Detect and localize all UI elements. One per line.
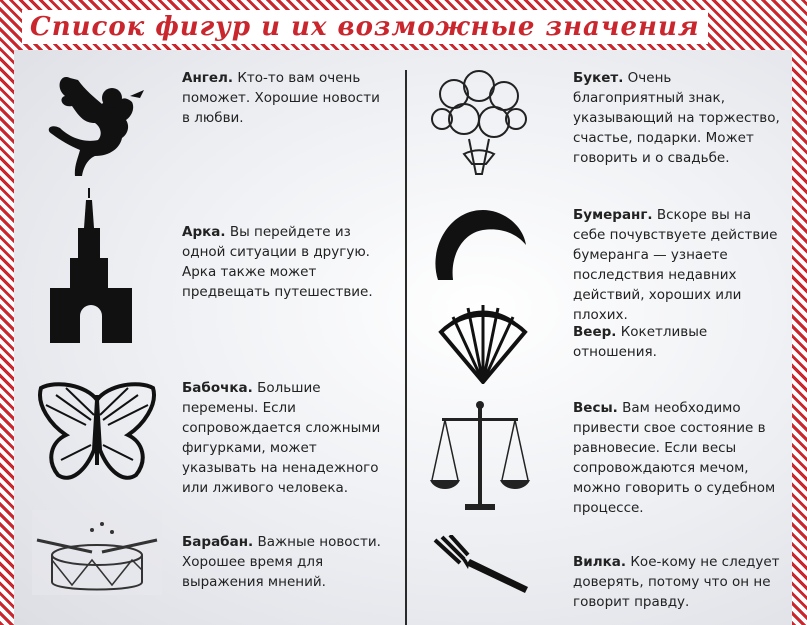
item-name: Весы. [573,400,618,416]
item-name: Бабочка. [182,380,253,396]
fan-icon [438,302,528,384]
item-name: Бумеранг. [573,207,653,223]
drum-icon [32,510,162,595]
arch-icon [50,188,132,343]
item-text: Вы перейдете из одной ситуации в другую. Арка также может предвещать путешествие. [182,224,373,300]
list-item [573,552,783,612]
list-item [573,68,783,168]
item-text: Важные новости. Хорошее время для выражения мнений. [182,534,381,590]
list-item [182,68,392,128]
item-name: Арка. [182,224,226,240]
list-item [573,398,783,518]
item-name: Вилка. [573,554,627,570]
fork-icon [430,535,530,597]
list-item [573,205,783,325]
list-item [182,222,392,302]
scales-icon [430,400,530,512]
item-name: Ангел. [182,70,234,86]
item-text: Вскоре вы на себе почувствуете действие бумеранга — узнаете последствия недавних действий, хороших или плохих. [573,207,778,323]
item-name: Букет. [573,70,624,86]
item-text: Кое-кому не следует доверять, потому что он не говорит правду. [573,554,780,610]
list-item [573,322,783,362]
bouquet-icon [424,64,534,188]
item-text: Вам необходимо привести свое состояние в равновесие. Если весы сопровождаются мечом, можно говорить о судебном процессе. [573,400,776,516]
page-title: Список фигур и их возможные значения [22,10,708,44]
item-text: Кокетливые отношения. [573,324,708,360]
item-name: Барабан. [182,534,254,550]
column-divider [405,70,407,625]
item-name: Веер. [573,324,617,340]
item-text: Очень благоприятный знак, указывающий на торжество, счастье, подарки. Может говорить и о свадьбе. [573,70,780,166]
angel-icon [40,68,155,180]
item-text: Кто-то вам очень поможет. Хорошие новости в любви. [182,70,380,126]
item-text: Большие перемены. Если сопровождается сложными фигурками, может указывать на ненадежного или лживого человека. [182,380,381,496]
butterfly-icon [36,380,158,488]
boomerang-icon [428,205,528,285]
list-item [182,532,392,592]
list-item [182,378,392,498]
